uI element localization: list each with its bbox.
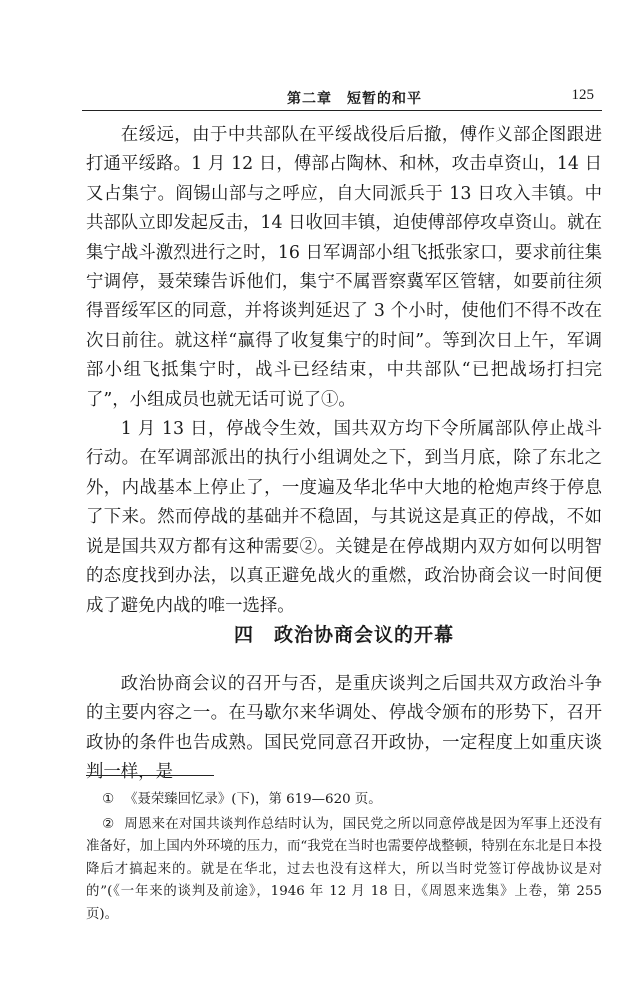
page-number: 125: [571, 87, 594, 103]
footnote-text: 周恩来在对国共谈判作总结时认为，国民党之所以同意停战是因为军事上还没有准备好，加上国内外环境的压力，而“我党在当时也需要停战整顿，特别在东北是日本投降后才搞起来的。就是在华北，过去也没有这样大，所以当时党签订停战协议是对的”(《一年来的谈判及前途》，1946 年 12 月 18 日，《周恩来选集》上卷，第 255 页)。: [86, 816, 602, 922]
paragraph: 在绥远，由于中共部队在平绥战役后后撤，傅作义部企图跟进打通平绥路。1 月 12 日，傅部占陶林、和林，攻击卓资山，14 日又占集宁。阎锡山部与之呼应，自大同派兵于 13 日攻入丰镇。中共部队立即发起反击，14 日收回丰镇，迫使傅部停攻卓资山。就在集宁战斗激烈进行之时，16 日军调部小组飞抵张家口，要求前往集宁调停，聂荣臻告诉他们，集宁不属晋察冀军区管辖，如要前往须得晋绥军区的同意，并将谈判延迟了 3 个小时，使他们不得不改在次日前往。就这样“赢得了收复集宁的时间”。等到次日上午，军调部小组飞抵集宁时，战斗已经结束，中共部队“已把战场打扫完了”，小组成员也就无话可说了①。: [86, 125, 602, 410]
paragraph: 1 月 13 日，停战令生效，国共双方均下令所属部队停止战斗行动。在军调部派出的执行小组调处之下，到当月底，除了东北之外，内战基本上停止了，一度遍及华北华中大地的枪炮声终于停息了下来。然而停战的基础并不稳固，与其说这是真正的停战，不如说是国共双方都有这种需要②。关键是在停战期内双方如何以明智的态度找到办法，以真正避免战火的重燃，政治协商会议一时间便成了避免内战的唯一选择。: [86, 419, 602, 616]
footnotes: [86, 789, 602, 928]
footnote-text: 《聂荣臻回忆录》(下)，第 619—620 页。: [124, 792, 382, 807]
paragraph: 政治协商会议的召开与否，是重庆谈判之后国共双方政治斗争的主要内容之一。在马歇尔来华调处、停战令颁布的形势下，召开政协的条件也告成熟。国民党同意召开政协，一定程度上如重庆谈判一样，是: [86, 674, 602, 783]
section-title-text: 政治协商会议的开幕: [274, 624, 455, 646]
section-heading: [86, 620, 602, 647]
body-text: [86, 121, 602, 621]
running-header: [82, 80, 602, 111]
footnote-mark: ①: [102, 792, 115, 807]
footnote-2: [86, 814, 602, 927]
body-text-continued: [86, 670, 602, 788]
section-number: 四: [233, 624, 254, 646]
footnote-divider: [86, 775, 214, 776]
footnote-1: [86, 789, 602, 812]
footnote-mark: ②: [102, 816, 115, 832]
chapter-title: 第二章 短暂的和平: [287, 91, 422, 107]
